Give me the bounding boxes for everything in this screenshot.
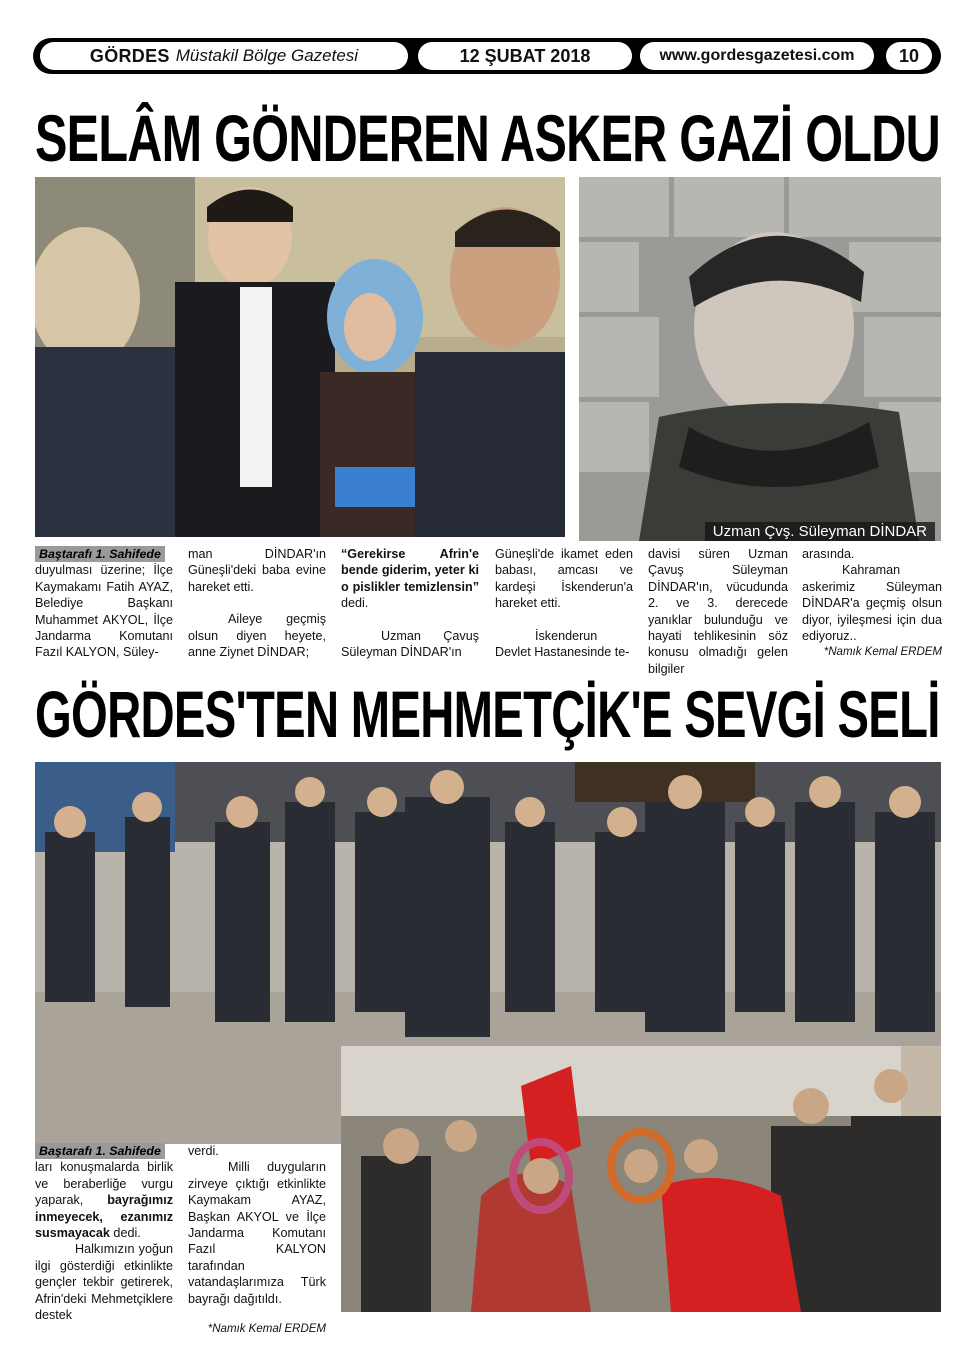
- quote-text: “Gerekirse Afrin'e bende giderim, yeter ki o pislikler temizlensin”: [341, 547, 479, 594]
- photo-soldier-portrait: [579, 177, 941, 541]
- article1-text-col2a: man DİNDAR'ın Güneşli'deki baba evine hareket etti.: [188, 547, 326, 594]
- article1-column-5: [648, 546, 788, 677]
- article1-text-col3b: Uzman Çavuş Süleyman DİNDAR'ın: [341, 628, 479, 660]
- photo-flag-distribution: [341, 1046, 941, 1312]
- paper-name: GÖRDES: [89, 45, 170, 66]
- page-number: 10: [886, 42, 932, 70]
- article1-column-2: [188, 546, 326, 660]
- article1-column-6: [802, 546, 942, 661]
- paper-subtitle: Müstakil Bölge Gazetesi: [175, 46, 359, 65]
- article1-text-col6a: arasında.: [802, 547, 855, 561]
- article1-text-col5: davisi süren Uzman Çavuş Süleyman DİNDAR'ın, vücudunda 2. ve 3. derecede yanıklar bulunduğu ve hayati tehlikesinin söz konusu olmadığı gelen bilgiler: [648, 547, 788, 676]
- article1-text-col4b: İskenderun Devlet Hastanesinde te-: [495, 628, 630, 660]
- headline-article-2: GÖRDES'TEN MEHMETÇİK'E SEVGİ SELİ: [35, 677, 940, 751]
- issue-date: 12 ŞUBAT 2018: [418, 42, 632, 70]
- article2-text-col1a: ları konuşmalarda birlik ve beraberliğe vurgu yaparak,: [35, 1160, 173, 1208]
- paper-masthead: [40, 42, 408, 70]
- article2-column-2: [188, 1143, 326, 1337]
- article1-signature: *Namık Kemal ERDEM: [823, 646, 942, 659]
- quote-tail: dedi.: [341, 596, 369, 611]
- article2-bold-quote: bayrağımız inmeyecek, ezanımız susmayacak: [35, 1193, 173, 1241]
- article1-column-1: [35, 546, 173, 661]
- article1-text-col6b: Kahraman askerimiz Süleyman DİNDAR'a geçmiş olsun diyor, iyileşmesi için dua ediyoruz..: [802, 563, 942, 644]
- article1-column-4: [495, 546, 633, 660]
- photo-family-visit: [35, 177, 565, 537]
- continued-label: Baştarafı 1. Sahifede: [35, 546, 165, 562]
- article1-text-col1: duyulması üzerine; İlçe Kaymakamı Fatih AYAZ, Belediye Başkanı Muhammet AKYOL, İlçe Jandarma Komutanı Fazıl KALYON, Süley-: [35, 563, 173, 660]
- article2-signature: *Namık Kemal ERDEM: [207, 1323, 326, 1336]
- article1-column-3: [341, 546, 479, 660]
- article2-text-col1b: Halkımızın yoğun ilgi gösterdiği etkinlikte gençler tekbir getirerek, Afrin'deki Mehmetçiklere destek: [35, 1242, 173, 1323]
- article1-text-col4a: Güneşli'de ikamet eden babası, amcası ve kardeşi İskenderun'a hareket etti.: [495, 547, 633, 611]
- article1-text-col2b: Aileye geçmiş olsun diyen heyete, anne Ziynet DİNDAR;: [188, 612, 326, 660]
- article2-text-col1-tail: dedi.: [109, 1226, 141, 1241]
- website-link[interactable]: www.gordesgazetesi.com: [640, 42, 874, 70]
- article2-column-1: [35, 1143, 173, 1323]
- headline-article-1: SELÂM GÖNDEREN ASKER GAZİ OLDU: [35, 101, 940, 175]
- continued-label: Baştarafı 1. Sahifede: [35, 1143, 165, 1159]
- article2-text-col2b: Milli duyguların zirveye çıktığı etkinlikte Kaymakam AYAZ, Başkan AKYOL ve İlçe Jandarma Komutanı Fazıl KALYON tarafından vatandaşlarımıza Türk bayrağı dağıtıldı.: [188, 1160, 326, 1306]
- article2-text-col2a: verdi.: [188, 1144, 219, 1158]
- photo-caption: Uzman Çvş. Süleyman DİNDAR: [705, 522, 935, 541]
